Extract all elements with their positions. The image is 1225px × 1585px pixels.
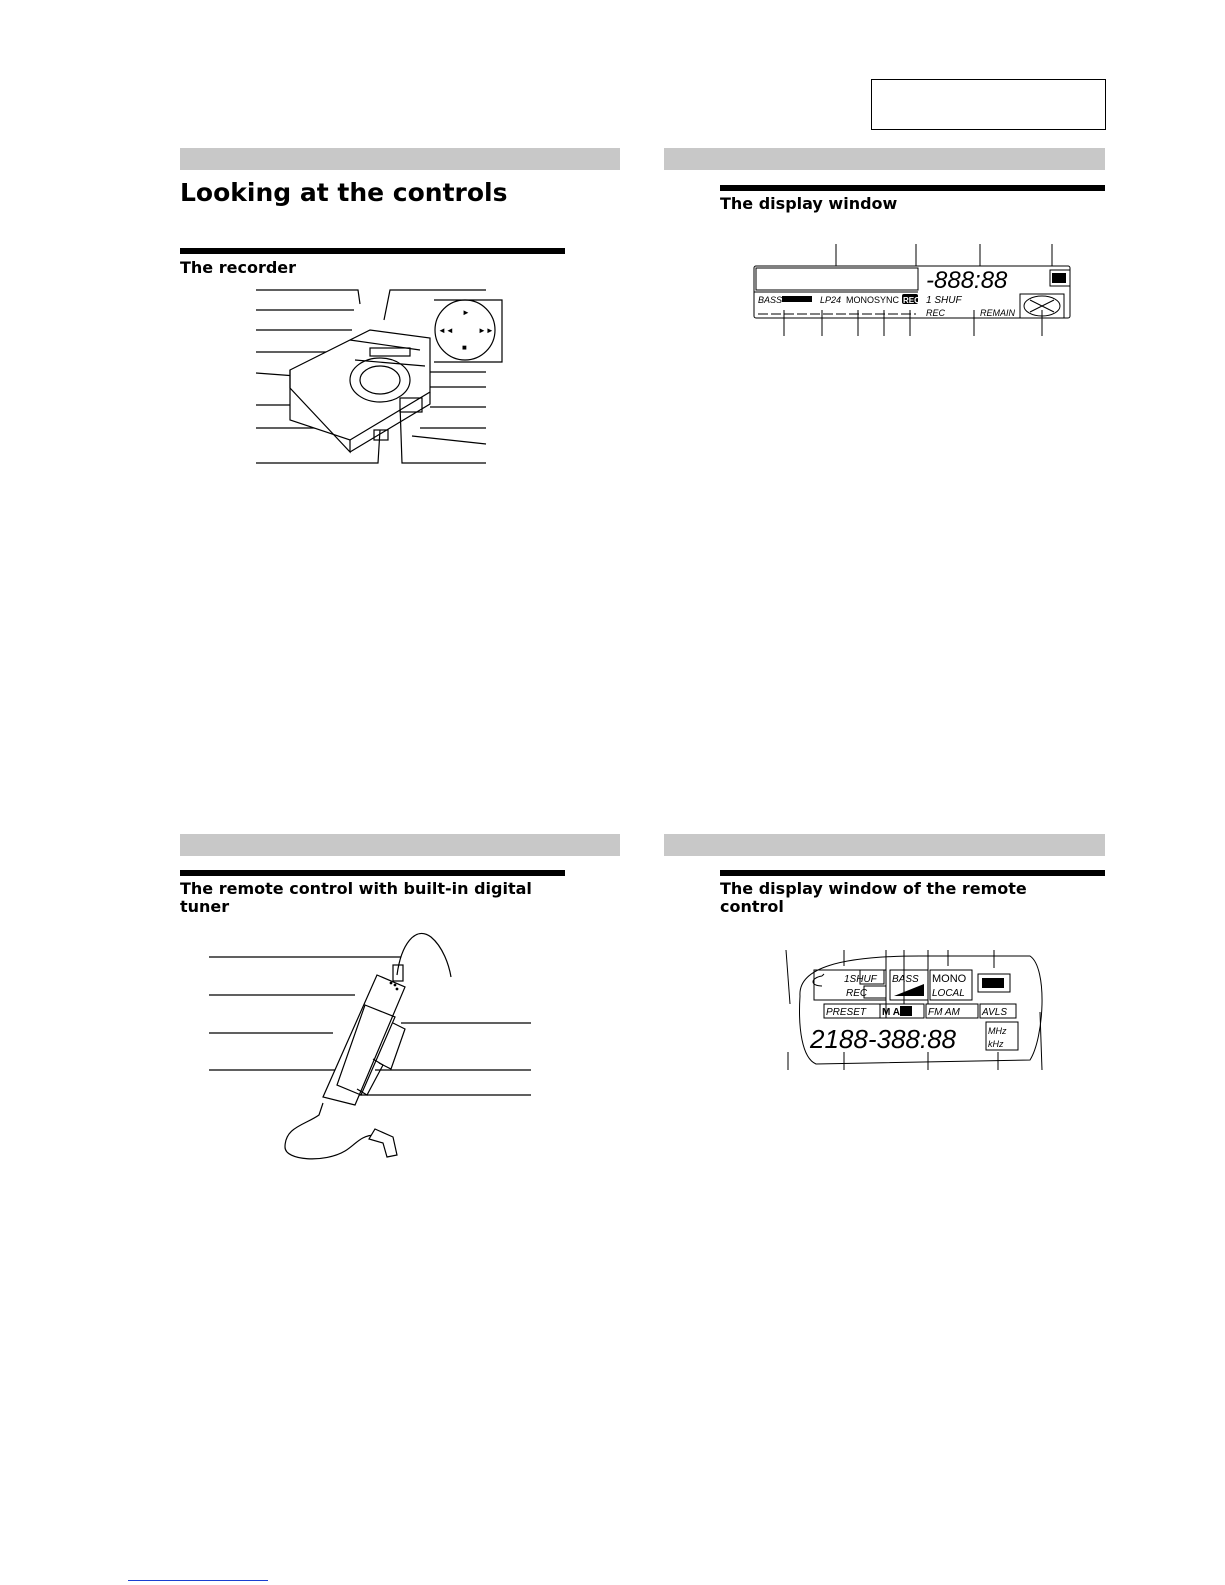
remote-lcd-mhz: MHz (988, 1026, 1007, 1036)
lcd-shuf: 1 SHUF (926, 295, 962, 306)
battery-icon (1052, 273, 1066, 283)
section-bar-top-left (180, 148, 620, 170)
display-rule (720, 185, 1105, 191)
remote-battery-icon (982, 978, 1004, 988)
play-glyph: ► (462, 308, 470, 317)
rew-glyph: ◄◄ (438, 326, 454, 335)
recorder-figure (250, 280, 510, 470)
remote-display-heading: The display window of the remote control (720, 879, 1027, 916)
remote-lcd-preset: PRESET (826, 1007, 867, 1018)
stop-glyph: ■ (462, 343, 467, 352)
remote-bass-level (894, 984, 924, 996)
remote-rule (180, 870, 565, 876)
remote-lcd-bass: BASS (892, 974, 919, 985)
lcd-time: -888:88 (926, 267, 1008, 294)
remote-figure (205, 925, 545, 1170)
remote-lcd-fmam: FM AM (928, 1007, 960, 1018)
lcd-mono: MONO (846, 295, 874, 305)
lcd-rec: REC (926, 308, 946, 318)
remote-lcd-figure (780, 948, 1050, 1072)
remote-lcd-mono: MONO (932, 973, 967, 985)
display-heading: The display window (720, 194, 898, 213)
lcd-rec-badge: REC (903, 296, 920, 305)
remote-lcd-rec: REC (846, 988, 868, 999)
section-bar-bottom-left (180, 834, 620, 856)
remote-display-rule (720, 870, 1105, 876)
recorder-heading: The recorder (180, 258, 297, 277)
footer-link-underline (128, 1580, 268, 1581)
remote-a-indicator (900, 1006, 912, 1016)
lcd-lp24: LP24 (820, 295, 842, 305)
header-box (871, 79, 1106, 130)
section-bar-top-right (664, 148, 1105, 170)
remote-heading: The remote control with built-in digital tuner (180, 879, 532, 916)
remote-lcd-khz: kHz (988, 1039, 1004, 1049)
recorder-rule (180, 248, 565, 254)
bass-level-bar (782, 296, 812, 302)
page-title: Looking at the controls (180, 178, 508, 207)
remote-lcd-ma: M A (882, 1007, 900, 1018)
section-bar-bottom-right (664, 834, 1105, 856)
recorder-lcd-figure (740, 240, 1080, 345)
remote-lcd-local: LOCAL (932, 988, 965, 999)
remote-lcd-shuf: 1SHUF (844, 974, 877, 985)
ff-glyph: ►► (478, 326, 494, 335)
lcd-remain: REMAIN (980, 308, 1016, 318)
lcd-sync: SYNC (874, 295, 900, 305)
remote-lcd-avls: AVLS (982, 1007, 1008, 1018)
remote-lcd-digits: 2188-388:88 (810, 1024, 957, 1054)
lcd-bass: BASS (758, 295, 783, 305)
